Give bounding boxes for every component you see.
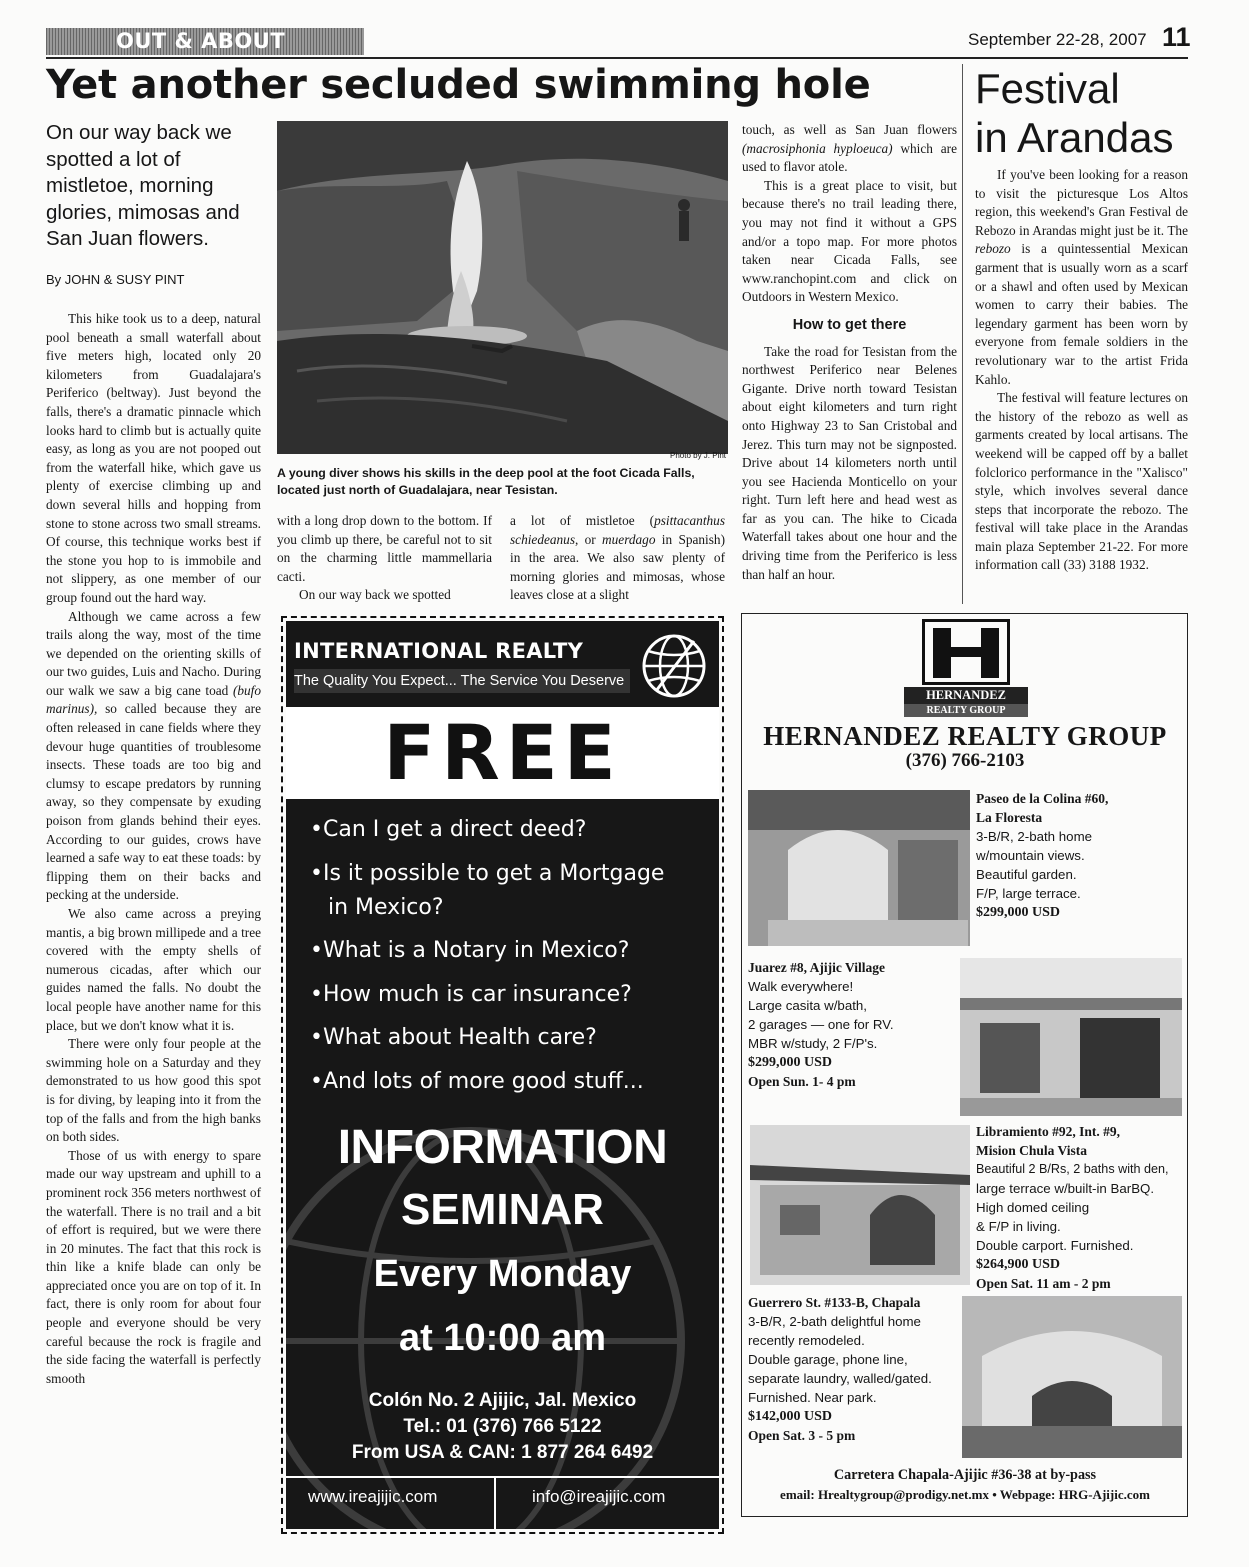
listing-subtitle: Mision Chula Vista: [976, 1143, 1088, 1158]
paragraph: [975, 166, 1188, 389]
free-text: FREE: [383, 708, 622, 797]
listing-line: Furnished. Near park.: [748, 1390, 877, 1405]
column-divider: [962, 64, 963, 604]
paragraph-text: a lot of mistletoe (: [510, 513, 655, 528]
paragraph-text: so called because they are often released in cane fields where they devour huge quantities of troublesome insects. These toads are too big and clumsy to escape predators by running away, so they compensate by exuding poison from glands behind their eyes. According to our guides, crows have learned a safe way to eat these toads: by flipping them on their backs and pecking at the underside.: [46, 701, 261, 903]
listing-photo-2: [960, 958, 1182, 1116]
listing-line: 2 garages — one for RV.: [748, 1017, 894, 1032]
paragraph: Take the road for Tesistan from the northwest Periferico near Belenes Gigante. Drive north toward Tesistan about eight kilometers and turn right onto Highway 23 to San Cristobal and Jerez. This turn may not be signposted. Drive about 14 kilometers north until you see Hacienda Monticello on your right. Turn left here and head west as far as you can. The hike to Cicada Waterfall takes about one hour and the driving time from the Periferico is less than half an hour.: [742, 343, 957, 582]
listing-line: Beautiful garden.: [976, 867, 1077, 882]
paragraph: This hike took us to a deep, natural pool beneath a small waterfall about five meters high, located only 20 kilometers from Guadalajara's Periferico (beltway). Just beyond the falls, there's a dramatic pinnacle which looks hard to climb but is actually quite easy, as long as you are not pooped out from the waterfall hike, which gave us plenty of exercise climbing up and down several hills and hopping from stone to stone across two small streams. Of course, this technique works best if the stone you hop to is immobile and not slippery, as one member of our group found out the hard way.: [46, 311, 261, 605]
article-column-3: [510, 512, 725, 605]
side-title-line2: in Arandas: [975, 114, 1174, 161]
ad-email-link[interactable]: info@ireajijic.com: [532, 1487, 666, 1506]
ad-website-link[interactable]: www.ireajijic.com: [308, 1487, 438, 1506]
italic-term: rebozo: [975, 241, 1011, 257]
international-realty-ad: [286, 621, 719, 1529]
listing-line: 3-B/R, 2-bath delightful home: [748, 1314, 921, 1329]
listing-line: Beautiful 2 B/Rs, 2 baths with den,: [976, 1162, 1169, 1176]
listing-open-house: Open Sat. 11 am - 2 pm: [976, 1276, 1111, 1291]
waterfall-photo: [277, 121, 728, 454]
listing-3: [976, 1122, 1186, 1293]
paragraph: On our way back we spotted: [299, 587, 451, 603]
listing-line: MBR w/study, 2 F/P's.: [748, 1036, 878, 1051]
listing-photo-4: [962, 1296, 1182, 1458]
paragraph: [510, 512, 725, 605]
toll-free-line: From USA & CAN: 1 877 264 6492: [351, 1442, 654, 1463]
paragraph-text: in Spanish) in the area. We also saw plenty of morning glories and mimosas, whose leaves close at a slight: [510, 531, 725, 603]
listing-title: Libramiento #92, Int. #9,: [976, 1124, 1121, 1139]
question-item: •What about Health care?: [310, 1025, 597, 1050]
listing-line: High domed ceiling: [976, 1200, 1090, 1215]
seminar-line-2: SEMINAR: [401, 1185, 604, 1234]
listing-line: F/P, large terrace.: [976, 886, 1081, 901]
subhead: How to get there: [792, 316, 907, 333]
article-column-4: [742, 121, 957, 584]
page-number: 11: [1162, 22, 1191, 52]
listing-price: $264,900 USD: [976, 1257, 1061, 1272]
paragraph: Those of us with energy to spare made our way upstream and uphill to a prominent rock 356 meters northwest of the waterfall. There is no trail and a bit of effort is required, but we were there in 20 minutes. The fact that this rock is thin like a knife blade can only be appreciated once you are on top of it. In fact, there is only room for about four people and everyone should be very careful because the rock is fragile and the side facing the waterfall is perfectly smooth: [46, 1147, 261, 1386]
paragraph: The festival will feature lectures on the history of the rebozo as well as garments created by local artisans. The weekend will be capped off by a ballet folclorico performance in the "Xalisco" style, which involves several dance steps that incorporate the rebozo. The festival will take place in the Arandas main plaza September 21-22. For more information call (33) 3188 1932.: [975, 390, 1188, 573]
side-article-body: [975, 166, 1188, 575]
header-rule: [46, 57, 1188, 59]
paragraph: [46, 608, 261, 906]
listing-price: $299,000 USD: [976, 905, 1061, 920]
article-column-1: [46, 310, 261, 1388]
hrg-logo: [904, 619, 1028, 719]
seminar-line-3: Every Monday: [373, 1253, 632, 1295]
listing-line: recently remodeled.: [748, 1333, 865, 1348]
paragraph-text: , or: [575, 531, 603, 547]
listing-line: 3-B/R, 2-bath home: [976, 829, 1093, 844]
listing-line: large terrace w/built-in BarBQ.: [976, 1181, 1155, 1196]
listing-line: w/mountain views.: [976, 848, 1085, 863]
paragraph-text: If you've been looking for a reason to visit the picturesque Los Altos region, this weekend's Gran Festival de Rebozo in Arandas might just be it. The: [975, 167, 1188, 238]
paragraph: with a long drop down to the bottom. If you climb up there, be careful not to sit on the charming little mammellaria cacti.: [277, 513, 492, 584]
paragraph: [742, 121, 957, 177]
ad-company-name: INTERNATIONAL REALTY: [294, 639, 584, 663]
hrg-title: HERNANDEZ REALTY GROUP: [763, 721, 1167, 751]
article-column-2: [277, 512, 492, 605]
question-list: [310, 813, 664, 1108]
photo-credit: Photo by J. Pint: [670, 451, 727, 460]
latin-name: psittacanthus schiedeanus: [510, 513, 725, 547]
listing-line: separate laundry, walled/gated.: [748, 1371, 932, 1386]
paragraph-text: Although we came across a few trails along the way, most of the time we depended on the orienting skills of our two guides, Luis and Nacho. During our walk we saw a big cane toad: [46, 608, 261, 698]
latin-name: (macrosiphonia hyploeuca): [742, 140, 893, 156]
listing-open-house: Open Sat. 3 - 5 pm: [748, 1428, 856, 1443]
listing-photo-3: [750, 1125, 970, 1285]
listing-title: Paseo de la Colina #60,: [976, 791, 1109, 806]
question-item: •How much is car insurance?: [310, 981, 632, 1007]
ad-tagline: The Quality You Expect... The Service You Deserve: [294, 673, 625, 689]
byline: By JOHN & SUSY PINT: [46, 272, 185, 287]
side-article-title: [975, 64, 1173, 162]
seminar-line-4: at 10:00 am: [398, 1317, 606, 1359]
paragraph-text: touch, as well as San Juan flowers: [742, 122, 957, 137]
spanish-name: muerdago: [602, 531, 656, 547]
footer-divider-vertical: [494, 1478, 496, 1529]
side-title-line1: Festival: [975, 65, 1120, 112]
photo-caption: A young diver shows his skills in the deep pool at the foot Cicada Falls, located just north of Guadalajara, near Tesistan.: [277, 466, 695, 497]
question-item: in Mexico?: [328, 894, 444, 920]
hrg-address: Carretera Chapala-Ajijic #36-38 at by-pass: [833, 1467, 1097, 1483]
listing-line: Large casita w/bath,: [748, 998, 868, 1013]
question-item: •Can I get a direct deed?: [310, 817, 587, 842]
listing-1: [976, 789, 1182, 922]
section-label: OUT & ABOUT: [116, 29, 286, 53]
address-line: Colón No. 2 Ajijic, Jal. Mexico: [368, 1390, 637, 1411]
paragraph-text: is a quintessential Mexican garment that is usually worn as a scarf or a shawl and often used by Mexican women to carry their babies. The legendary garment has been worn by everyone from female soldiers in the revolutionary war to the artist Frida Kahlo.: [975, 241, 1188, 387]
listing-2: [748, 958, 958, 1091]
paragraph-text: which are used to flavor atole.: [742, 140, 957, 175]
question-item: •And lots of more good stuff...: [310, 1068, 644, 1094]
issue-date: September 22-28, 2007: [968, 30, 1147, 49]
paragraph: We also came across a preying mantis, a big brown millipede and a tree covered with the empty shells of numerous cicadas, after which our guides named the falls. No doubt the local people have another name for this place, but we don't know what it is.: [46, 906, 261, 1033]
listing-line: Double carport. Furnished.: [976, 1238, 1134, 1253]
ad-address: [286, 1388, 719, 1466]
question-item: •What is a Notary in Mexico?: [310, 938, 630, 963]
listing-open-house: Open Sun. 1- 4 pm: [748, 1074, 856, 1089]
phone-line: Tel.: 01 (376) 766 5122: [403, 1416, 602, 1437]
hrg-phone: (376) 766-2103: [905, 750, 1025, 771]
listing-title: Juarez #8, Ajijic Village: [748, 960, 885, 975]
listing-line: Walk everywhere!: [748, 979, 854, 994]
headline: Yet another secluded swimming hole: [46, 62, 871, 108]
globe-icon: [636, 631, 712, 705]
hrg-footer: [749, 1466, 1181, 1504]
listing-price: $299,000 USD: [748, 1055, 833, 1070]
logo-line-2: REALTY GROUP: [904, 704, 1028, 717]
seminar-line-1: INFORMATION: [337, 1121, 668, 1174]
listing-photo-1: [748, 790, 970, 946]
footer-divider: [286, 1476, 719, 1478]
paragraph: This is a great place to visit, but because there's no trail leading there, you may not find it without a GPS and/or a topo map. For more photos taken near Cicada Falls, see www.ranchopint.com and click on Outdoors in Western Mexico.: [742, 177, 957, 305]
paragraph: There were only four people at the swimming hole on a Saturday and they demonstrated to us how good this spot is for diving, by leaping into it from the top of the falls and from the high banks on both sides.: [46, 1036, 261, 1145]
logo-h-icon: [922, 619, 1010, 685]
listing-line: Double garage, phone line,: [748, 1352, 908, 1367]
listing-subtitle: La Floresta: [976, 810, 1043, 825]
deck: On our way back we spotted a lot of mistletoe, morning glories, mimosas and San Juan flowers.: [46, 121, 240, 250]
listing-price: $142,000 USD: [748, 1409, 833, 1424]
logo-line-1: HERNANDEZ: [904, 687, 1028, 704]
hrg-contact[interactable]: email: Hrealtygroup@prodigy.net.mx • Webpage: HRG-Ajijic.com: [780, 1487, 1150, 1502]
listing-4: [748, 1293, 958, 1445]
question-item: •Is it possible to get a Mortgage: [310, 860, 665, 886]
latin-name: (bufo marinus),: [46, 682, 262, 717]
listing-title: Guerrero St. #133-B, Chapala: [748, 1295, 921, 1310]
listing-line: & F/P in living.: [976, 1219, 1061, 1234]
